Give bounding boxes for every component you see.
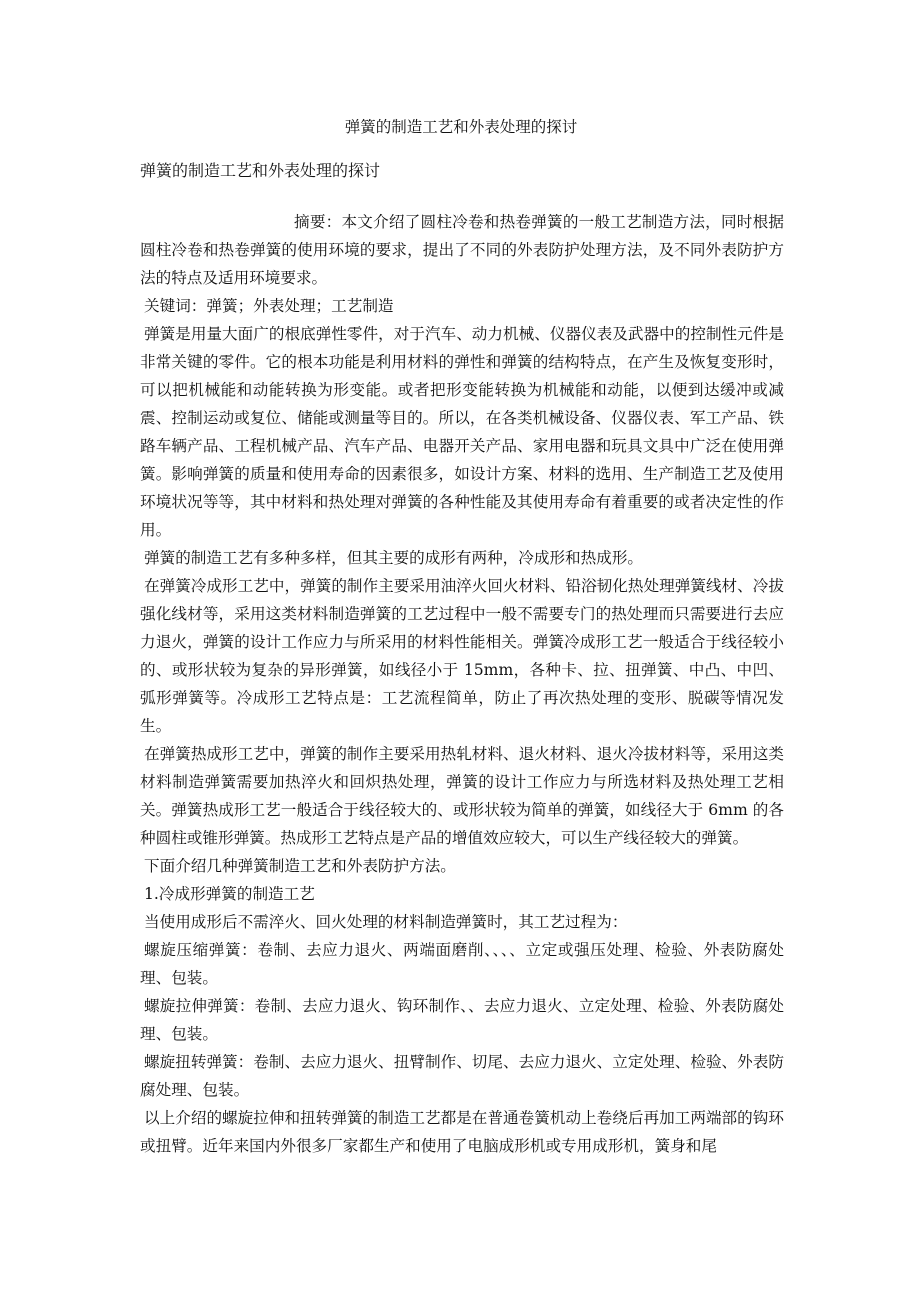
keywords-paragraph: 关键词：弹簧；外表处理；工艺制造 [144,297,394,315]
document-body [140,208,784,1160]
process-tension-spring: 螺旋拉伸弹簧：卷制、去应力退火、钩环制作、、去应力退火、立定处理、检验、外表防腐处理、包装。 [140,997,784,1043]
body-paragraph: 当使用成形后不需淬火、回火处理的材料制造弹簧时，其工艺过程为： [144,913,628,931]
process-torsion-spring: 螺旋扭转弹簧：卷制、去应力退火、扭臂制作、切尾、去应力退火、立定处理、检验、外表防腐处理、包装。 [140,1053,784,1099]
body-paragraph: 弹簧的制造工艺有多种多样，但其主要的成形有两种，冷成形和热成形。 [144,549,644,567]
process-compression-spring: 螺旋压缩弹簧：卷制、去应力退火、两端面磨削、、、、立定或强压处理、检验、外表防腐处理、包装。 [140,941,784,987]
abstract-paragraph: 摘要：本文介绍了圆柱冷卷和热卷弹簧的一般工艺制造方法，同时根据圆柱冷卷和热卷弹簧的使用环境的要求，提出了不同的外表防护处理方法，及不同外表防护方法的特点及适用环境要求。 [140,213,784,287]
document-title: 弹簧的制造工艺和外表处理的探讨 [344,118,578,136]
section-heading: 1.冷成形弹簧的制造工艺 [144,885,315,903]
body-paragraph: 以上介绍的螺旋拉伸和扭转弹簧的制造工艺都是在普通卷簧机动上卷绕后再加工两端部的钩环或扭臂。近年来国内外很多厂家都生产和使用了电脑成形机或专用成形机，簧身和尾 [140,1109,784,1155]
body-paragraph: 在弹簧冷成形工艺中，弹簧的制作主要采用油淬火回火材料、铅浴韧化热处理弹簧线材、冷拔强化线材等，采用这类材料制造弹簧的工艺过程中一般不需要专门的热处理而只需要进行去应力退火，弹簧的设计工作应力与所采用的材料性能相关。弹簧冷成形工艺一般适合于线径较小的、或形状较为复杂的异形弹簧，如线径小于 15mm，各种卡、拉、扭弹簧、中凸、中凹、弧形弹簧等。冷成形工艺特点是：工艺流程简单，防止了再次热处理的变形、脱碳等情况发生。 [140,577,784,735]
body-paragraph: 在弹簧热成形工艺中，弹簧的制作主要采用热轧材料、退火材料、退火冷拔材料等，采用这类材料制造弹簧需要加热淬火和回炽热处理，弹簧的设计工作应力与所选材料及热处理工艺相关。弹簧热成形工艺一般适合于线径较大的、或形状较为简单的弹簧，如线径大于 6mm 的各种圆柱或锥形弹簧。热成形工艺特点是产品的增值效应较大，可以生产线径较大的弹簧。 [140,745,784,847]
body-paragraph: 弹簧是用量大面广的根底弹性零件，对于汽车、动力机械、仪器仪表及武器中的控制性元件是非常关键的零件。它的根本功能是利用材料的弹性和弹簧的结构特点，在产生及恢复变形时，可以把机械能和动能转换为形变能。或者把形变能转换为机械能和动能，以便到达缓冲或减震、控制运动或复位、储能或测量等目的。所以，在各类机械设备、仪器仪表、军工产品、铁路车辆产品、工程机械产品、汽车产品、电器开关产品、家用电器和玩具文具中广泛在使用弹簧。影响弹簧的质量和使用寿命的因素很多，如设计方案、材料的选用、生产制造工艺及使用环境状况等等，其中材料和热处理对弹簧的各种性能及其使用寿命有着重要的或者决定性的作用。 [140,325,784,539]
body-paragraph: 下面介绍几种弹簧制造工艺和外表防护方法。 [144,857,456,875]
document-subtitle: 弹簧的制造工艺和外表处理的探讨 [140,161,381,180]
document-page [138,0,784,1302]
